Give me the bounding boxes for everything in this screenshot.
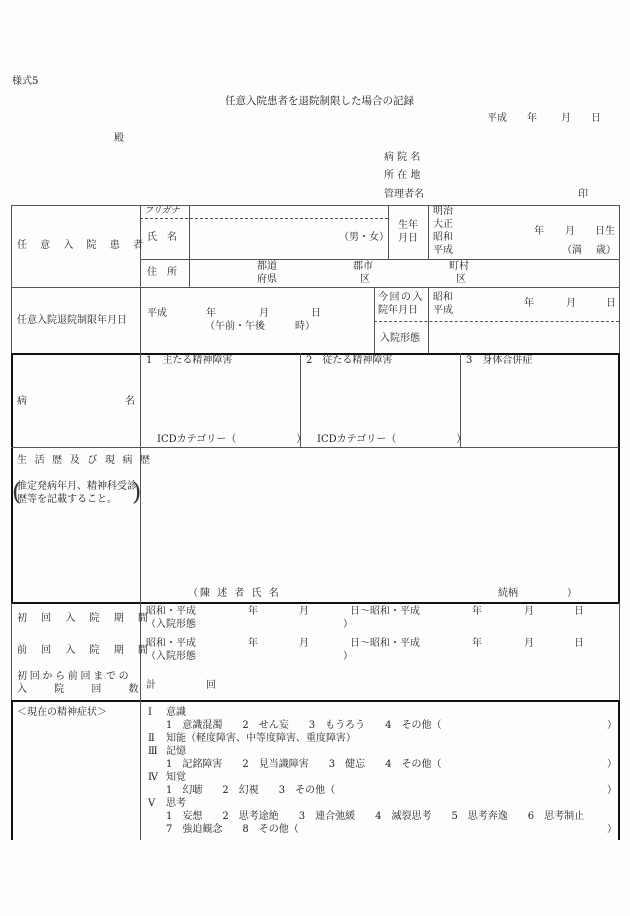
birth-label-2: 月日: [398, 233, 418, 244]
page-title: 任意入院患者を退院制限した場合の記録: [225, 95, 414, 107]
symptoms-box-top: [11, 700, 620, 702]
primary-disorder-icd[interactable]: ICDカテゴリー（ ）: [157, 434, 307, 445]
admission-date-label-1: 今回の入: [378, 292, 424, 303]
form-number: 様式5: [12, 76, 39, 87]
disease-col-divider-1: [300, 353, 301, 447]
count-suffix: 回: [206, 680, 216, 691]
restriction-label: 任意入院退院制限年月日: [17, 315, 127, 326]
first-year-end: 年: [472, 606, 482, 617]
first-month: 月: [299, 606, 309, 617]
sex-select[interactable]: （男・女）: [339, 232, 389, 243]
furigana-dashed-line: [140, 218, 388, 219]
birth-label-1: 生年: [398, 220, 418, 231]
era-showa[interactable]: 昭和: [433, 232, 453, 243]
previous-month: 月: [299, 638, 309, 649]
age-open: （満: [562, 245, 582, 256]
symptom-num-thought: Ⅴ: [148, 798, 156, 809]
admission-era-showa[interactable]: 昭和: [433, 292, 453, 303]
symptom-close-perception: ）: [607, 785, 617, 796]
disease-col-divider-2: [460, 353, 461, 447]
birth-month: 月: [565, 226, 575, 237]
admission-count-label-1: 初回から前回までの: [17, 671, 132, 682]
previous-admission-label: 前 回 入 院 期 間: [17, 645, 154, 656]
admissions-left: [11, 603, 12, 701]
first-type-close: ）: [343, 619, 353, 630]
previous-type-close: ）: [343, 651, 353, 662]
patient-row-bottom: [11, 287, 620, 288]
previous-period-start: 昭和・平成: [146, 638, 196, 649]
restriction-day: 日: [311, 308, 321, 319]
restriction-era: 平成: [147, 308, 167, 319]
secondary-disorder-title: 2 従たる精神障害: [306, 355, 393, 366]
era-taisho[interactable]: 大正: [433, 219, 453, 230]
addressee-suffix: 殿: [114, 133, 124, 144]
admission-count-label-2: 入 院 回 数: [17, 684, 151, 695]
primary-disorder-title: 1 主たる精神障害: [146, 355, 233, 366]
town-line-1: 町村: [449, 261, 469, 272]
name-row-bottom: [140, 259, 620, 260]
pref-line-2: 府県: [257, 274, 277, 285]
physical-complication-title: 3 身体合併症: [466, 355, 533, 366]
admission-type-label: 入院形態: [380, 333, 420, 344]
admission-label-right: [428, 287, 429, 353]
symptoms-box-right: [618, 700, 620, 840]
label-col-divider: [140, 205, 141, 353]
relationship-close: ）: [567, 588, 577, 599]
disease-box-bottom: [11, 602, 620, 604]
disease-box-right: [618, 353, 620, 604]
table-top-border: [11, 205, 620, 206]
table-right-border: [619, 205, 620, 353]
symptom-options-consciousness[interactable]: 1 意識混濁 2 せん妄 3 もうろう 4 その他（: [166, 720, 442, 731]
birth-year: 年: [534, 226, 544, 237]
symptom-options-thought[interactable]: 1 妄想 2 思考途絶 3 連合弛緩 4 滅裂思考 5 思考奔逸 6 思考制止: [166, 811, 585, 822]
history-label: 生 活 歴 及 び 現 病 歴: [17, 455, 153, 466]
symptom-num-perception: Ⅳ: [148, 772, 158, 783]
admissions-right: [619, 603, 620, 701]
symptom-options-memory[interactable]: 1 記銘障害 2 見当識障害 3 健忘 4 その他（: [166, 759, 442, 770]
date-month: 月: [561, 113, 571, 124]
address-label: 住 所: [147, 267, 177, 278]
birth-day: 日生: [595, 226, 615, 237]
first-period-start: 昭和・平成: [146, 606, 196, 617]
symptom-num-memory: Ⅲ: [148, 746, 158, 757]
patient-section-label: 任 意 入 院 患 者: [17, 240, 148, 251]
history-note-1: 推定発病年月、精神科受診: [17, 481, 137, 492]
symptom-options-perception[interactable]: 1 幻聴 2 幻視 3 その他（: [166, 785, 336, 796]
symptom-options-thought-2[interactable]: 7 強迫観念 8 その他（: [166, 824, 299, 835]
restriction-month: 月: [259, 308, 269, 319]
age-close: 歳）: [596, 245, 616, 256]
date-era: 平成: [487, 113, 507, 124]
admission-year: 年: [524, 298, 534, 309]
symptom-close-memory: ）: [607, 759, 617, 770]
previous-day-to: 日～昭和・平成: [350, 638, 420, 649]
birth-label-right: [428, 205, 429, 259]
admission-era-heisei[interactable]: 平成: [433, 305, 453, 316]
relationship-label: 続柄: [498, 588, 518, 599]
first-month-end: 月: [524, 606, 534, 617]
symptom-title-memory: 記憶: [166, 746, 186, 757]
symptom-title-thought: 思考: [166, 798, 186, 809]
first-year: 年: [248, 606, 258, 617]
era-meiji[interactable]: 明治: [433, 206, 453, 217]
disease-label-left: 病: [17, 396, 27, 407]
admission-month: 月: [566, 298, 576, 309]
history-bracket-close: ): [132, 478, 142, 506]
restriction-time: （午前・午後 時）: [205, 321, 315, 332]
previous-year-end: 年: [472, 638, 482, 649]
symptom-title-intelligence[interactable]: 知能（軽度障害、中等度障害、重度障害）: [166, 733, 356, 744]
name-label: 氏 名: [147, 232, 177, 243]
admission-dashed-line: [374, 321, 619, 322]
furigana-label: フリガナ: [144, 206, 180, 216]
date-year: 年: [527, 113, 537, 124]
manager-label: 管理者名: [384, 189, 424, 200]
previous-year: 年: [248, 638, 258, 649]
symptom-num-consciousness: Ⅰ: [148, 707, 152, 718]
history-bracket-open: (: [12, 478, 22, 506]
admission-label-left: [374, 287, 375, 353]
first-admission-label: 初 回 入 院 期 間: [17, 613, 154, 624]
disease-row-bottom: [11, 447, 619, 448]
first-day-end: 日: [574, 606, 584, 617]
symptom-title-perception: 知覚: [166, 772, 186, 783]
date-day: 日: [591, 113, 601, 124]
count-prefix: 計: [146, 680, 156, 691]
previous-type-open: （入院形態: [146, 651, 196, 662]
era-heisei[interactable]: 平成: [433, 245, 453, 256]
hospital-name-label: 病 院 名: [384, 152, 421, 163]
symptom-close-thought: ）: [607, 824, 617, 835]
address-label: 所 在 地: [384, 170, 421, 181]
secondary-disorder-icd[interactable]: ICDカテゴリー（ ）: [317, 434, 467, 445]
narrator-label: （陳 述 者 氏 名: [188, 588, 281, 599]
symptom-close-consciousness: ）: [607, 720, 617, 731]
symptom-num-intelligence: Ⅱ: [148, 733, 155, 744]
symptoms-box-left: [11, 700, 13, 840]
previous-month-end: 月: [524, 638, 534, 649]
seal-mark: 印: [578, 189, 588, 200]
symptoms-label-divider: [140, 700, 141, 840]
symptom-title-consciousness: 意識: [166, 707, 186, 718]
admission-day: 日: [606, 298, 616, 309]
admission-date-label-2: 院年月日: [378, 305, 418, 316]
table-left-border: [11, 205, 12, 353]
disease-label-right: 名: [125, 396, 135, 407]
pref-line-1: 都道: [257, 261, 277, 272]
first-day-to: 日～昭和・平成: [350, 606, 420, 617]
city-line-1: 郡市: [353, 261, 373, 272]
restriction-year: 年: [206, 308, 216, 319]
first-type-open: （入院形態: [146, 619, 196, 630]
history-note-2: 歴等を記載すること。: [17, 494, 117, 505]
symptoms-label: ＜現在の精神症状＞: [17, 707, 107, 718]
town-line-2: 区: [456, 274, 466, 285]
city-line-2: 区: [360, 274, 370, 285]
previous-day-end: 日: [574, 638, 584, 649]
